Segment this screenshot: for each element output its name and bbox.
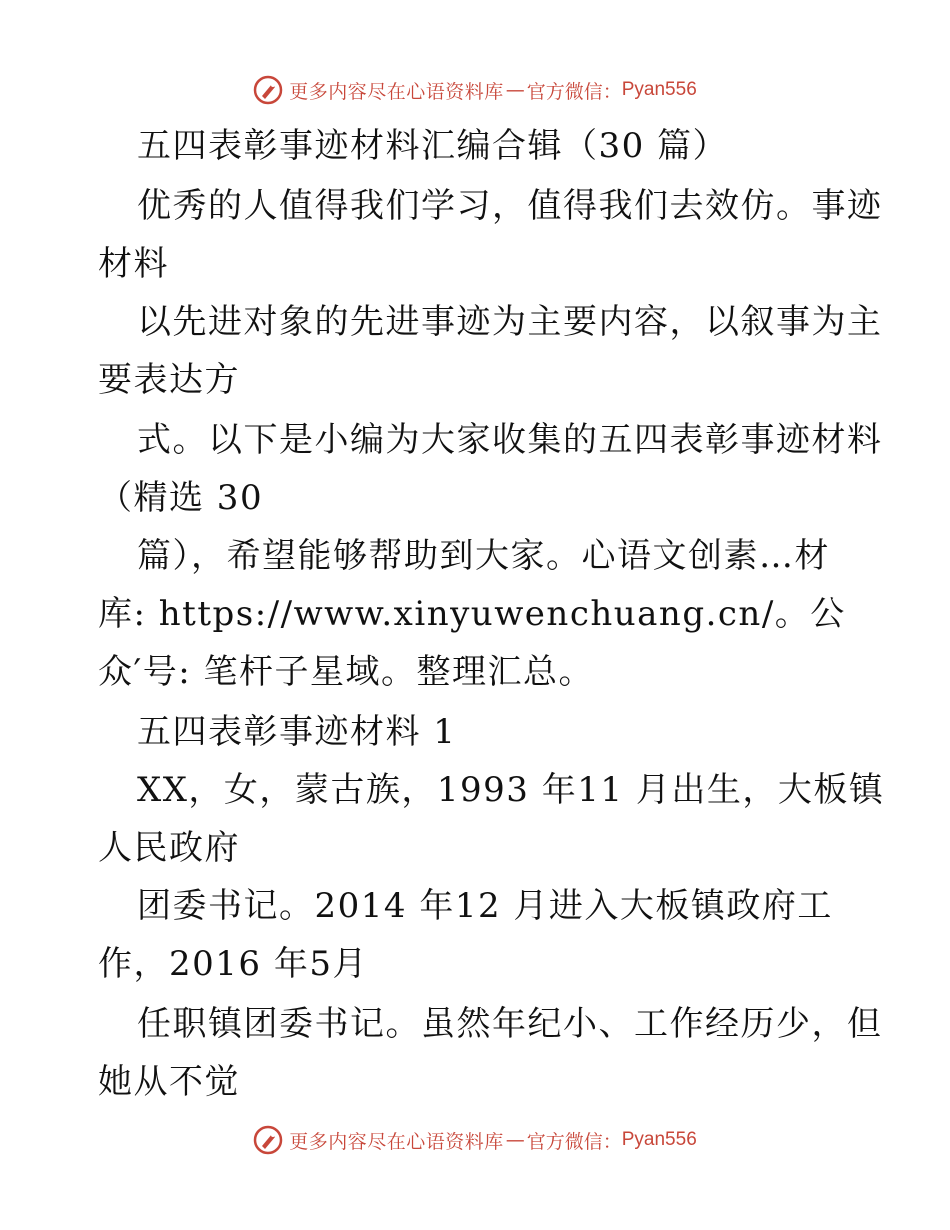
text-line: 她从不觉 <box>98 1062 240 1102</box>
text-line: 优秀的人值得我们学习，值得我们去效仿。事迹 <box>137 186 883 226</box>
text-line: （精选 30 <box>98 478 264 518</box>
pen-logo-icon <box>253 75 283 105</box>
text-line: 库: https://www.xinyuwenchuang.cn/。公 <box>98 594 846 634</box>
pen-logo-icon <box>253 1125 283 1155</box>
watermark-main-text: 更多内容尽在心语资料库 <box>289 80 504 103</box>
text-line: 团委书记。2014 年12 月进入大板镇政府工 <box>137 886 833 926</box>
text-line: 要表达方 <box>98 360 240 400</box>
watermark-sub-text: 官方微信： <box>526 80 622 103</box>
watermark-separator: — <box>505 1129 525 1151</box>
text-line: XX，女，蒙古族，1993 年11 月出生，大板镇 <box>137 770 885 810</box>
watermark-sub-text: 官方微信： <box>526 1130 622 1153</box>
header-watermark <box>0 72 950 108</box>
watermark-wechat-id: Pyan556 <box>621 79 697 100</box>
document-title: 五四表彰事迹材料汇编合辑（30 篇） <box>137 126 729 166</box>
section-heading: 五四表彰事迹材料 1 <box>137 712 457 752</box>
text-line: 众′号: 笔杆子星域。整理汇总。 <box>98 652 594 692</box>
footer-watermark <box>0 1122 950 1158</box>
text-line: 式。以下是小编为大家收集的五四表彰事迹材料 <box>137 420 883 460</box>
text-line: 作，2016 年5月 <box>98 944 368 984</box>
text-line: 人民政府 <box>98 828 240 868</box>
text-line: 篇），希望能够帮助到大家。心语文创素…材 <box>137 536 830 576</box>
text-line: 以先进对象的先进事迹为主要内容，以叙事为主 <box>137 302 883 342</box>
watermark-separator: — <box>505 79 525 101</box>
text-line: 任职镇团委书记。虽然年纪小、工作经历少，但 <box>137 1004 883 1044</box>
text-line: 材料 <box>98 244 169 284</box>
watermark-wechat-id: Pyan556 <box>621 1129 697 1150</box>
watermark-main-text: 更多内容尽在心语资料库 <box>289 1130 504 1153</box>
